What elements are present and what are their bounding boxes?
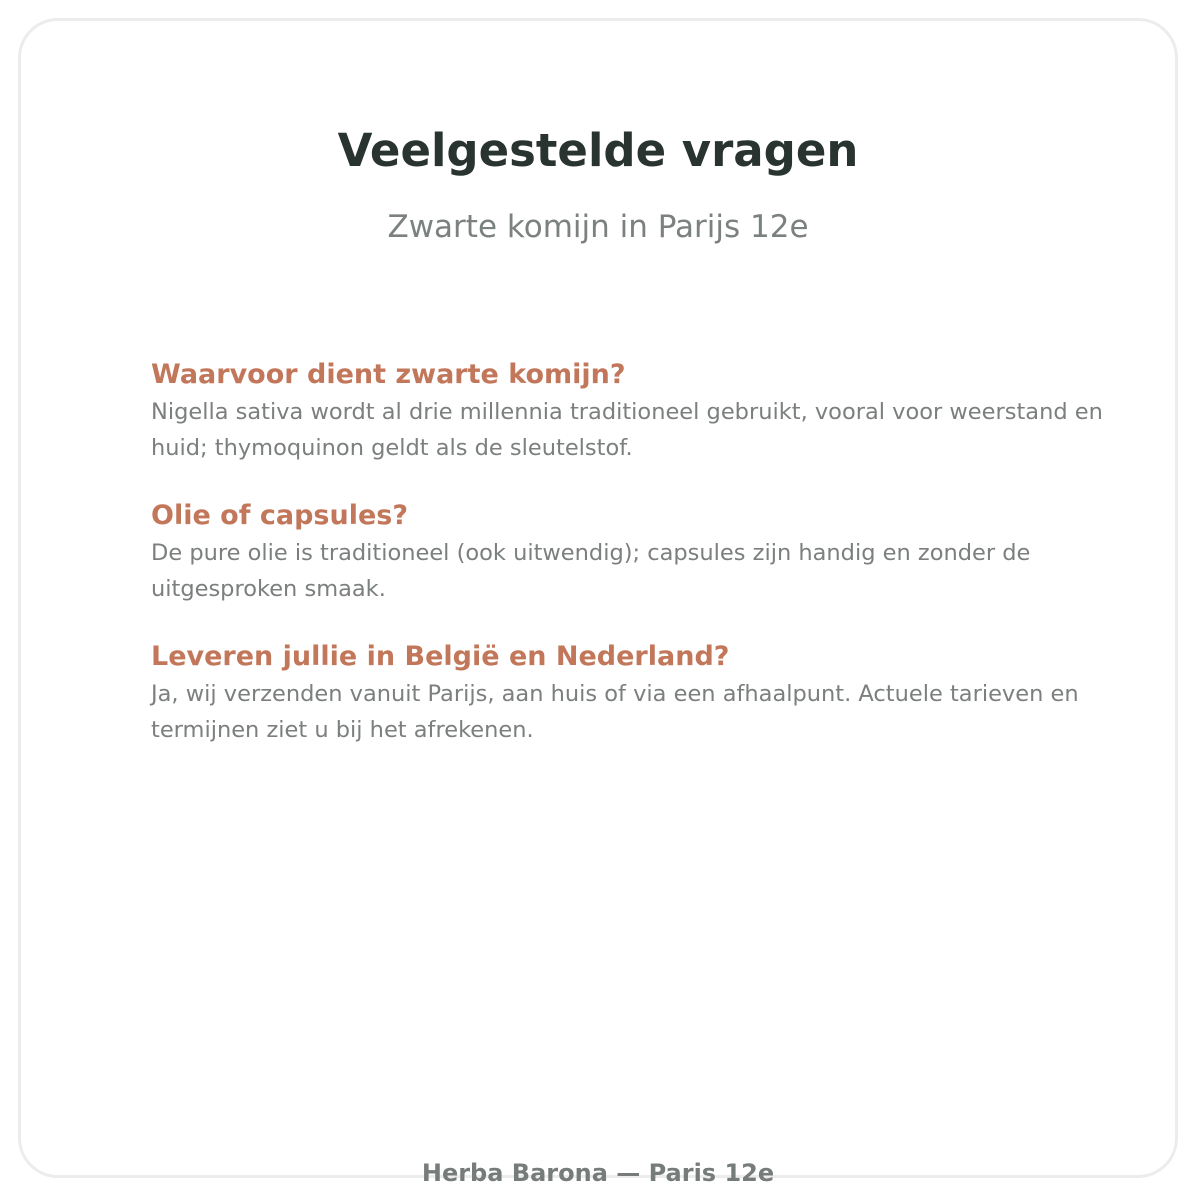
faq-item (151, 638, 1126, 748)
page-subtitle: Zwarte komijn in Parijs 12e (387, 209, 809, 245)
faq-item (151, 356, 1126, 466)
faq-answer: De pure olie is traditioneel (ook uitwendig); capsules zijn handig en zonder de uitgesproken smaak. (151, 540, 1031, 602)
faq-card (18, 18, 1178, 1187)
faq-list (151, 356, 1126, 779)
footer-brand: Herba Barona — Paris 12e (421, 1159, 775, 1187)
faq-item (151, 497, 1126, 607)
faq-question: Olie of capsules? (151, 500, 409, 531)
page-title: Veelgestelde vragen (337, 124, 859, 177)
faq-answer: Ja, wij verzenden vanuit Parijs, aan huis of via een afhaalpunt. Actuele tarieven en termijnen ziet u bij het afrekenen. (151, 681, 1079, 743)
faq-question: Waarvoor dient zwarte komijn? (151, 359, 626, 390)
faq-question: Leveren jullie in België en Nederland? (151, 641, 730, 672)
faq-answer: Nigella sativa wordt al drie millennia traditioneel gebruikt, vooral voor weerstand en huid; thymoquinon geldt als de sleutelstof. (151, 399, 1103, 461)
